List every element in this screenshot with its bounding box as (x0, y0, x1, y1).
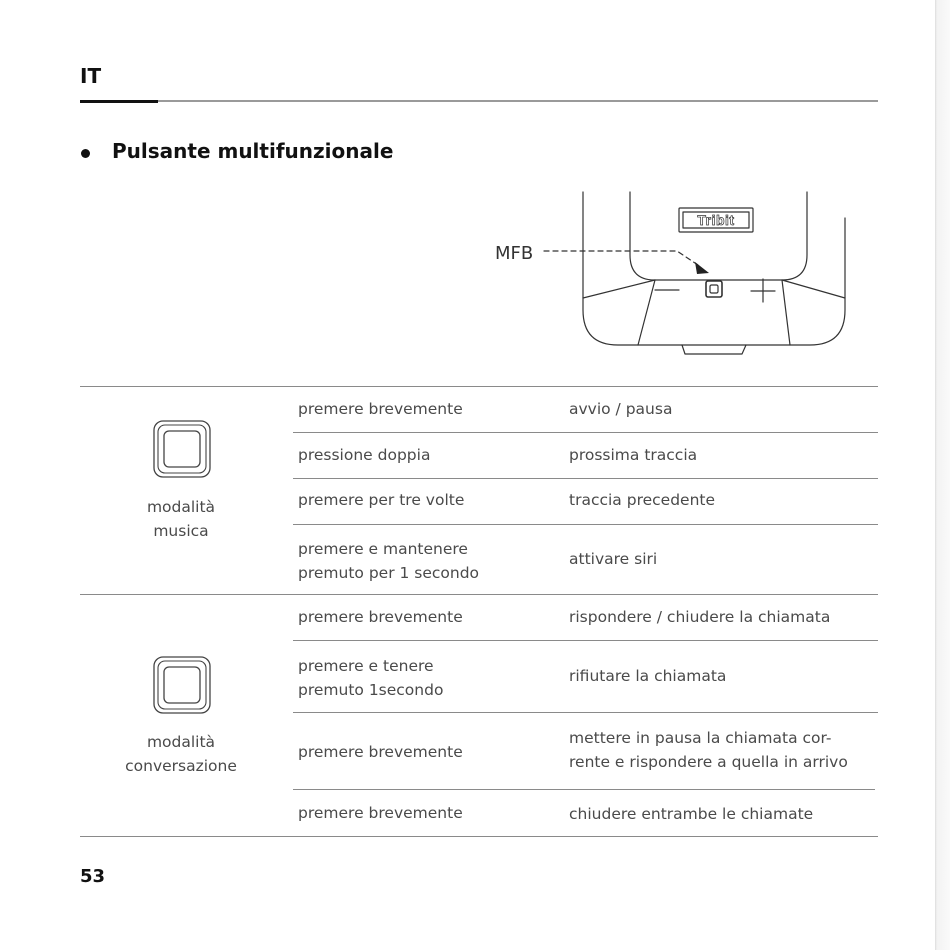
action-cell: pressione doppia (298, 446, 431, 464)
result-cell: mettere in pausa la chiamata cor- rente e rispondere a quella in arrivo (569, 729, 848, 771)
conversation-mode-label: modalità conversazione (125, 733, 237, 775)
mfb-button-icon (153, 656, 211, 714)
header-rule-accent (80, 100, 158, 103)
mfb-button-icon (153, 420, 211, 478)
page-edge (935, 0, 950, 950)
result-cell: traccia precedente (569, 491, 716, 509)
row-divider (293, 478, 878, 479)
page-number: 53 (80, 866, 106, 887)
action-cell: premere e mantenere premuto per 1 secondo (298, 540, 480, 582)
action-cell: premere e tenere premuto 1secondo (298, 657, 444, 699)
section-title: Pulsante multifunzionale (112, 139, 394, 163)
mfb-callout-label: MFB (495, 243, 534, 264)
group-divider (80, 594, 878, 595)
music-mode-label: modalità musica (146, 498, 216, 540)
row-divider (293, 432, 878, 433)
table-bottom-rule (80, 836, 878, 837)
row-divider (293, 789, 875, 790)
row-divider (293, 712, 878, 713)
row-divider (293, 640, 878, 641)
result-cell: avvio / pausa (569, 400, 673, 418)
action-cell: premere brevemente (298, 608, 463, 626)
action-cell: premere brevemente (298, 743, 463, 761)
brand-logo: Tribit (697, 212, 735, 228)
result-cell: rifiutare la chiamata (569, 667, 727, 685)
result-cell: attivare siri (569, 550, 658, 568)
result-cell: chiudere entrambe le chiamate (569, 805, 814, 823)
action-cell: premere per tre volte (298, 491, 465, 509)
table-top-rule (80, 386, 878, 387)
language-label: IT (80, 64, 102, 88)
result-cell: rispondere / chiudere la chiamata (569, 608, 831, 626)
action-cell: premere brevemente (298, 400, 463, 418)
row-divider (293, 524, 878, 525)
section-bullet (81, 149, 90, 158)
action-cell: premere brevemente (298, 804, 463, 822)
header-rule (80, 100, 878, 102)
speaker-illustration (490, 185, 860, 365)
result-cell: prossima traccia (569, 446, 698, 464)
